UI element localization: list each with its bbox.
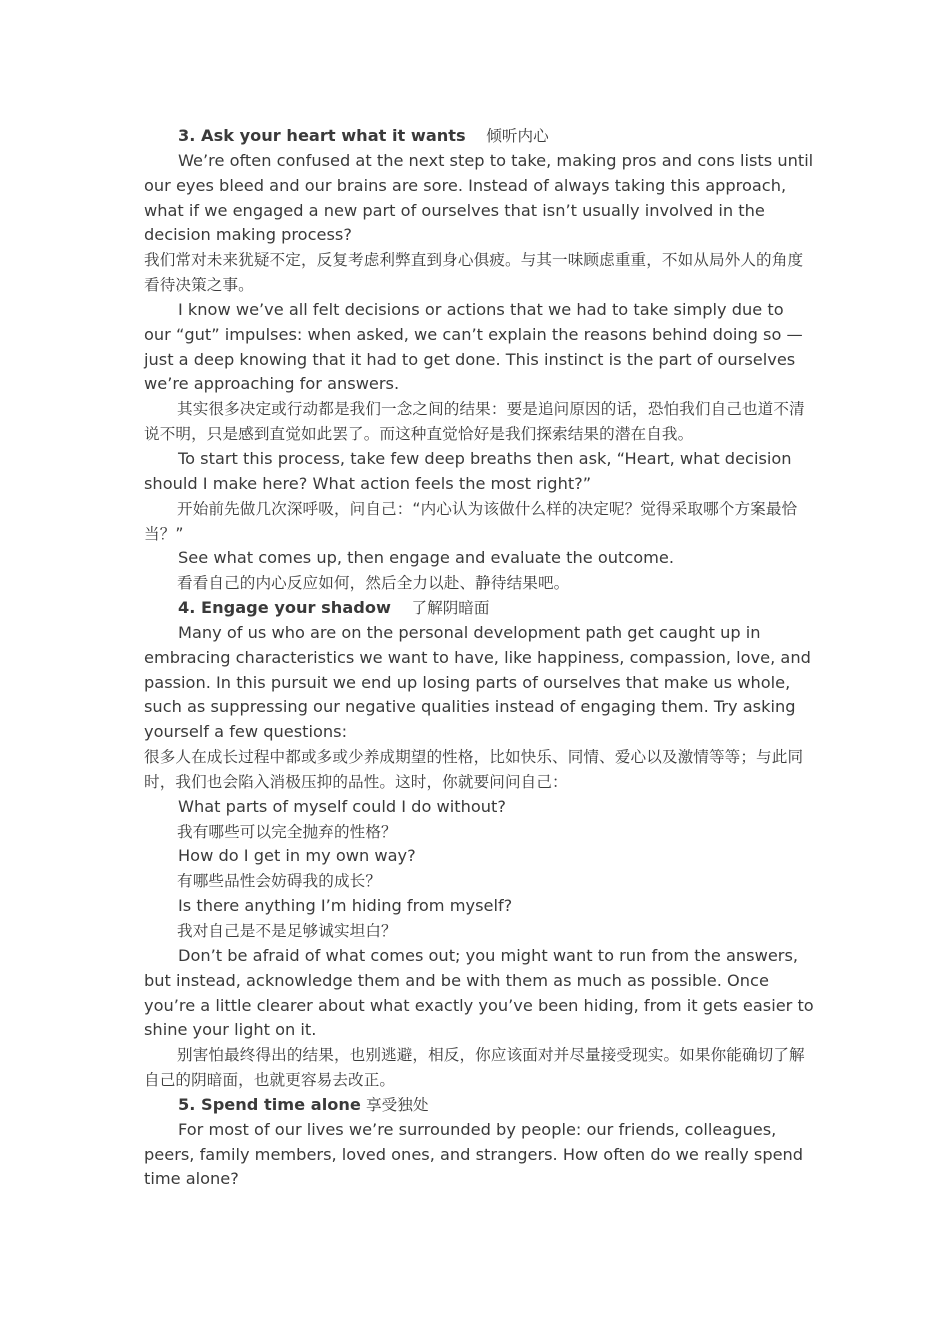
s4-paragraph-2-en: Don’t be afraid of what comes out; you might want to run from the answers, but instead, acknowledge them and be with them as much as possible. Once you’re a little clearer about what exactly you’ve been hiding, from it gets easier to shine your light on it. [144, 945, 814, 1040]
s4-question-2-en: How do I get in my own way? [178, 846, 416, 866]
s4-question-3-en: Is there anything I’m hiding from myself? [178, 896, 513, 916]
s5-paragraph-1-en: For most of our lives we’re surrounded by people: our friends, colleagues, peers, family members, loved ones, and strangers. How often do we really spend time alone? [144, 1119, 804, 1189]
section-3-heading [144, 124, 814, 149]
section-3-heading-en: 3. Ask your heart what it wants [178, 126, 466, 145]
s4-paragraph-2-cn: 别害怕最终得出的结果，也别逃避，相反，你应该面对并尽量接受现实。如果你能确切了解自己的阴暗面，也就更容易去改正。 [144, 1046, 805, 1090]
s4-paragraph-1-en: Many of us who are on the personal development path get caught up in embracing characteristics we want to have, like happiness, compassion, love, and passion. In this pursuit we end up losing parts of ourselves that make us whole, such as suppressing our negative qualities instead of engaging them. Try asking yourself a few questions: [144, 622, 811, 742]
s4-paragraph-1-cn: 很多人在成长过程中都或多或少养成期望的性格，比如快乐、同情、爱心以及激情等等；与此同时，我们也会陷入消极压抑的品性。这时，你就要问问自己： [144, 748, 804, 791]
s3-paragraph-4-cn: 看看自己的内心反应如何，然后全力以赴、静待结果吧。 [177, 574, 570, 593]
s3-paragraph-4-en: See what comes up, then engage and evaluate the outcome. [178, 548, 675, 568]
section-4-heading [144, 596, 814, 621]
s3-paragraph-1-en: We’re often confused at the next step to take, making pros and cons lists until our eyes bleed and our brains are sore. Instead of always taking this approach, what if we engaged a new part of ourselves that isn’t usually involved in the decision making process? [144, 150, 814, 245]
s3-paragraph-3-en: To start this process, take few deep breaths then ask, “Heart, what decision should I make here? What action feels the most right?” [144, 448, 792, 493]
section-3-heading-cn: 倾听内心 [486, 127, 549, 145]
s3-paragraph-2-cn: 其实很多决定或行动都是我们一念之间的结果：要是追问原因的话，恐怕我们自己也道不清说不明，只是感到直觉如此罢了。而这种直觉恰好是我们探索结果的潜在自我。 [144, 400, 805, 444]
section-5-heading-cn: 享受独处 [366, 1095, 429, 1114]
s4-question-3-cn: 我对自己是不是足够诚实坦白？ [177, 922, 397, 940]
section-4-heading-en: 4. Engage your shadow [178, 598, 391, 618]
s4-question-1-en: What parts of myself could I do without? [178, 796, 506, 816]
s4-question-1-cn: 我有哪些可以完全抛弃的性格？ [177, 822, 397, 841]
s3-paragraph-2-en: I know we’ve all felt decisions or actions that we had to take simply due to our “gut” impulses: when asked, we can’t explain the reasons behind doing so — just a deep knowing that it had to get done. This instinct is the part of ourselves we’re approaching for answers. [144, 299, 803, 394]
s4-question-2-cn: 有哪些品性会妨碍我的成长？ [177, 872, 382, 891]
section-5-heading-en: 5. Spend time alone [178, 1094, 361, 1114]
s3-paragraph-1-cn: 我们常对未来犹疑不定，反复考虑利弊直到身心俱疲。与其一味顾虑重重，不如从局外人的角度看待决策之事。 [144, 251, 804, 295]
section-4-heading-cn: 了解阴暗面 [411, 599, 490, 618]
document-page [144, 124, 814, 1192]
section-5-heading [144, 1093, 814, 1118]
s3-paragraph-3-cn: 开始前先做几次深呼吸，问自己：“内心认为该做什么样的决定呢？觉得采取哪个方案最恰当？” [144, 499, 798, 543]
